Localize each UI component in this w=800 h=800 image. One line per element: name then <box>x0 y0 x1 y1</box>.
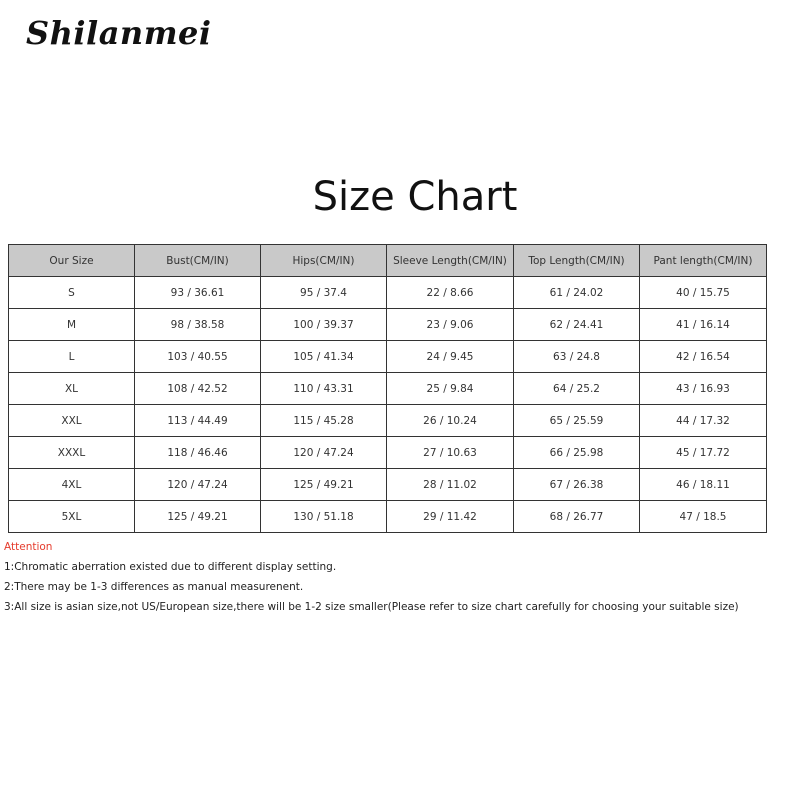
cell-top-length: 67 / 26.38 <box>514 469 640 501</box>
note-line-1: 1:Chromatic aberration existed due to different display setting. <box>4 561 337 573</box>
table-header-row <box>9 245 767 277</box>
size-table <box>8 244 767 533</box>
header-hips: Hips(CM/IN) <box>261 245 387 277</box>
cell-sleeve-length: 23 / 9.06 <box>387 309 514 341</box>
table-row <box>9 309 767 341</box>
table-row <box>9 277 767 309</box>
cell-size: M <box>9 309 135 341</box>
table-row <box>9 373 767 405</box>
cell-top-length: 64 / 25.2 <box>514 373 640 405</box>
cell-sleeve-length: 28 / 11.02 <box>387 469 514 501</box>
note-line-3: 3:All size is asian size,not US/European size,there will be 1-2 size smaller(Please refer to size chart carefully for choosing your suitable size) <box>4 601 739 613</box>
cell-bust: 113 / 44.49 <box>135 405 261 437</box>
table-row <box>9 469 767 501</box>
cell-pant-length: 45 / 17.72 <box>640 437 767 469</box>
cell-bust: 118 / 46.46 <box>135 437 261 469</box>
header-our-size: Our Size <box>9 245 135 277</box>
cell-hips: 105 / 41.34 <box>261 341 387 373</box>
cell-hips: 125 / 49.21 <box>261 469 387 501</box>
cell-sleeve-length: 27 / 10.63 <box>387 437 514 469</box>
cell-pant-length: 43 / 16.93 <box>640 373 767 405</box>
header-top-length: Top Length(CM/IN) <box>514 245 640 277</box>
attention-label: Attention <box>4 541 53 553</box>
cell-bust: 120 / 47.24 <box>135 469 261 501</box>
cell-hips: 95 / 37.4 <box>261 277 387 309</box>
cell-bust: 93 / 36.61 <box>135 277 261 309</box>
cell-hips: 115 / 45.28 <box>261 405 387 437</box>
cell-top-length: 61 / 24.02 <box>514 277 640 309</box>
page-title: Size Chart <box>312 174 518 220</box>
cell-hips: 110 / 43.31 <box>261 373 387 405</box>
cell-pant-length: 44 / 17.32 <box>640 405 767 437</box>
cell-pant-length: 46 / 18.11 <box>640 469 767 501</box>
table-row <box>9 405 767 437</box>
table-row <box>9 501 767 533</box>
cell-size: XL <box>9 373 135 405</box>
cell-bust: 125 / 49.21 <box>135 501 261 533</box>
cell-pant-length: 41 / 16.14 <box>640 309 767 341</box>
cell-size: S <box>9 277 135 309</box>
cell-size: XXXL <box>9 437 135 469</box>
cell-hips: 120 / 47.24 <box>261 437 387 469</box>
cell-size: 5XL <box>9 501 135 533</box>
cell-hips: 130 / 51.18 <box>261 501 387 533</box>
cell-size: XXL <box>9 405 135 437</box>
cell-sleeve-length: 29 / 11.42 <box>387 501 514 533</box>
cell-pant-length: 40 / 15.75 <box>640 277 767 309</box>
header-sleeve-length: Sleeve Length(CM/IN) <box>387 245 514 277</box>
cell-sleeve-length: 26 / 10.24 <box>387 405 514 437</box>
note-line-2: 2:There may be 1-3 differences as manual measurenent. <box>4 581 304 593</box>
header-pant-length: Pant length(CM/IN) <box>640 245 767 277</box>
cell-sleeve-length: 22 / 8.66 <box>387 277 514 309</box>
cell-top-length: 68 / 26.77 <box>514 501 640 533</box>
cell-bust: 98 / 38.58 <box>135 309 261 341</box>
cell-pant-length: 42 / 16.54 <box>640 341 767 373</box>
cell-top-length: 66 / 25.98 <box>514 437 640 469</box>
cell-top-length: 65 / 25.59 <box>514 405 640 437</box>
cell-hips: 100 / 39.37 <box>261 309 387 341</box>
brand-logo: Shilanmei <box>26 14 212 52</box>
cell-sleeve-length: 24 / 9.45 <box>387 341 514 373</box>
cell-top-length: 62 / 24.41 <box>514 309 640 341</box>
cell-bust: 103 / 40.55 <box>135 341 261 373</box>
cell-bust: 108 / 42.52 <box>135 373 261 405</box>
notes-section <box>4 537 739 617</box>
cell-sleeve-length: 25 / 9.84 <box>387 373 514 405</box>
header-bust: Bust(CM/IN) <box>135 245 261 277</box>
table-row <box>9 341 767 373</box>
table-row <box>9 437 767 469</box>
cell-pant-length: 47 / 18.5 <box>640 501 767 533</box>
cell-size: 4XL <box>9 469 135 501</box>
cell-top-length: 63 / 24.8 <box>514 341 640 373</box>
cell-size: L <box>9 341 135 373</box>
